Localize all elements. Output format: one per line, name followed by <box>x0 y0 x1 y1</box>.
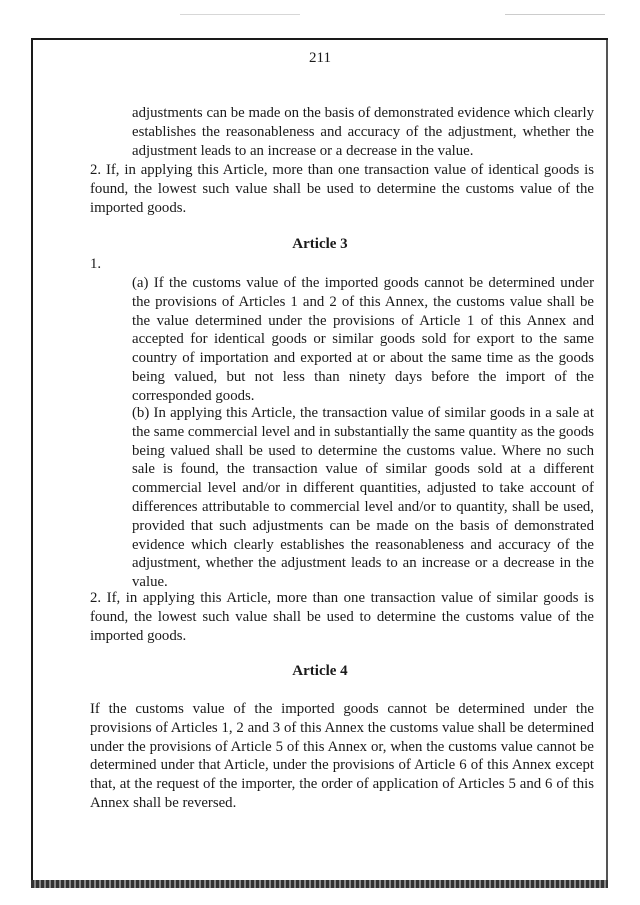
article3-clause-a: (a) If the customs value of the imported goods cannot be determined under the provisions of Articles 1 and 2 of this Annex, the customs value shall be the value determined under the provisions of Article 1 of this Annex and accepted for identical goods or similar goods sold for export to the same country of importation and exported at or about the same time as the goods being valued, but not less than ninety days before the import of the corresponded goods. <box>132 275 594 404</box>
article4-heading: Article 4 <box>292 663 348 679</box>
scan-noise <box>180 14 300 15</box>
article3-heading: Article 3 <box>292 236 348 252</box>
article3-number: 1. <box>90 256 102 272</box>
article4-paragraph: If the customs value of the imported goods cannot be determined under the provisions of Articles 1, 2 and 3 of this Annex the customs value shall be determined under the provisions of Article 5 of this Annex or, when the customs value cannot be determined under that Article, under the provisions of Article 6 of this Annex except that, at the request of the importer, the order of application of Articles 5 and 6 of this Annex shall be reversed. <box>90 701 594 811</box>
article2-paragraph-2: 2. If, in applying this Article, more than one transaction value of identical goods is found, the lowest such value shall be used to determine the customs value of the imported goods. <box>90 162 594 216</box>
article3-clause-b: (b) In applying this Article, the transaction value of similar goods in a sale at the same commercial level and in substantially the same quantity as the goods being valued shall be used to determine the customs value. Where no such sale is found, the transaction value of similar goods sold at a different commercial level and/or in different quantities, adjusted to take account of differences attributable to commercial level and/or to quantity, shall be used, provided that such adjustments can be made on the basis of demonstrated evidence which clearly establishes the reasonableness and accuracy of the adjustment, whether the adjustment leads to an increase or a decrease in the value. <box>132 405 594 591</box>
continuation-paragraph: adjustments can be made on the basis of demonstrated evidence which clearly establishes the reasonableness and accuracy of the adjustment, whether the adjustment leads to an increase or a decrease in the value. <box>132 105 594 159</box>
page-number: 211 <box>309 50 331 66</box>
page-border-shadow <box>606 40 608 886</box>
article3-paragraph-2: 2. If, in applying this Article, more than one transaction value of similar goods is found, the lowest such value shall be used to determine the customs value of the imported goods. <box>90 590 594 644</box>
page-border-bottom <box>31 880 608 888</box>
scan-noise <box>505 14 605 15</box>
